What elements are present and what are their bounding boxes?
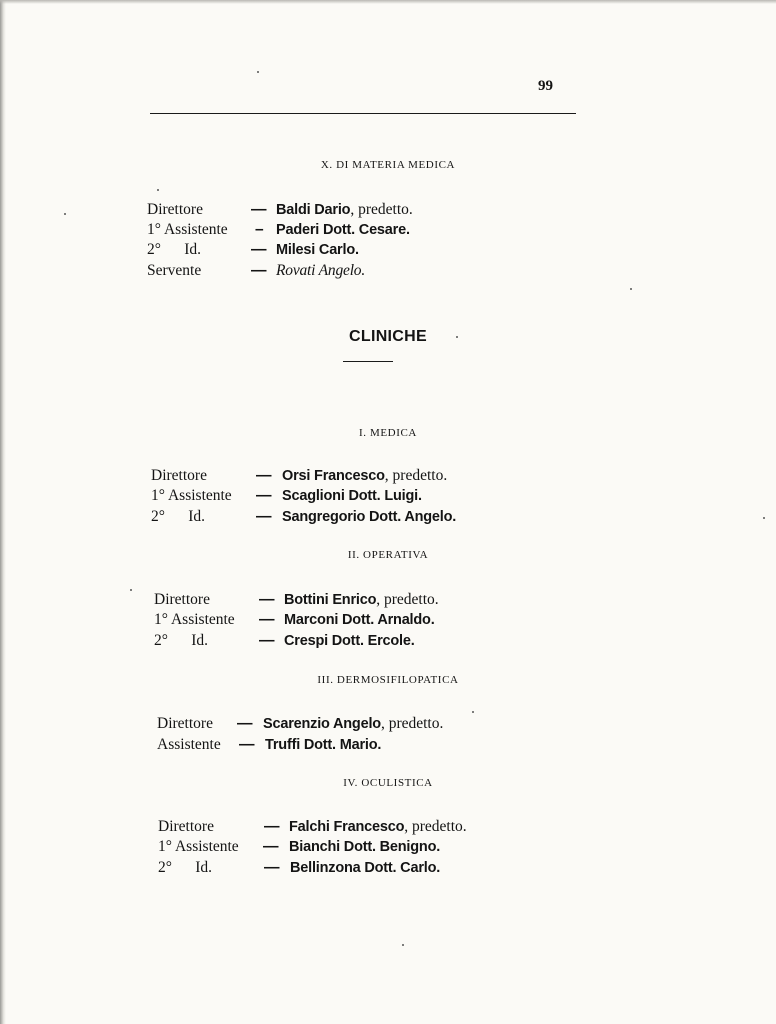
- staff-name: Paderi Dott. Cesare.: [276, 222, 410, 238]
- dash: —: [259, 611, 275, 628]
- dash: —: [239, 736, 255, 753]
- scan-speck: [64, 213, 66, 215]
- staff-name: Scaglioni Dott. Luigi.: [282, 488, 422, 504]
- staff-name: Crespi Dott. Ercole.: [284, 633, 415, 649]
- staff-name-text: Orsi Francesco: [282, 468, 385, 484]
- section-title-oculistica: IV. OCULISTICA: [343, 777, 433, 789]
- scan-speck: [456, 336, 458, 338]
- staff-role: Direttore: [154, 591, 210, 608]
- dash: —: [251, 201, 267, 218]
- staff-role: 2° Id.: [151, 508, 205, 525]
- dash: —: [251, 262, 267, 279]
- scan-speck: [157, 189, 159, 191]
- staff-name: [276, 200, 413, 220]
- staff-note: , predetto.: [376, 591, 439, 608]
- dash: —: [264, 859, 280, 876]
- section-title-dermosifilopatica: III. DERMOSIFILOPATICA: [317, 674, 459, 686]
- scan-speck: [763, 517, 765, 519]
- staff-name: Milesi Carlo.: [276, 242, 359, 258]
- staff-role: Assistente: [157, 736, 221, 753]
- staff-role: 1° Assistente: [154, 611, 235, 628]
- staff-name: Marconi Dott. Arnaldo.: [284, 612, 435, 628]
- page-edge-shadow: [0, 0, 6, 1024]
- cliniche-rule: [343, 361, 393, 362]
- staff-name: Sangregorio Dott. Angelo.: [282, 509, 457, 525]
- staff-note: , predetto.: [404, 818, 467, 835]
- staff-name: Bianchi Dott. Benigno.: [289, 839, 441, 855]
- staff-role: Direttore: [151, 467, 207, 484]
- staff-name: Truffi Dott. Mario.: [265, 737, 382, 753]
- page-number: 99: [538, 78, 553, 94]
- staff-name: Rovati Angelo.: [276, 262, 366, 279]
- header-rule: [150, 113, 576, 114]
- dash: —: [256, 467, 272, 484]
- dash: –: [255, 221, 264, 238]
- dash: —: [256, 487, 272, 504]
- staff-role: 1° Assistente: [158, 838, 239, 855]
- staff-note: , predetto.: [384, 467, 448, 484]
- staff-name: [282, 466, 447, 486]
- dash: —: [251, 241, 267, 258]
- staff-role: Servente: [147, 262, 202, 279]
- section-title-materia-medica: X. DI MATERIA MEDICA: [320, 159, 456, 171]
- dash: —: [263, 838, 279, 855]
- section-title-medica: I. MEDICA: [359, 427, 417, 439]
- staff-role: Direttore: [157, 715, 213, 732]
- staff-name: [263, 714, 443, 734]
- scan-speck: [257, 71, 259, 73]
- staff-role: 2° Id.: [158, 859, 212, 876]
- page-top-edge: [0, 0, 776, 4]
- staff-role: 2° Id.: [154, 632, 208, 649]
- dash: —: [237, 715, 253, 732]
- scan-speck: [130, 589, 132, 591]
- staff-role: Direttore: [158, 818, 214, 835]
- staff-name: [284, 590, 439, 610]
- dash: —: [264, 818, 280, 835]
- staff-name-text: Baldi Dario: [276, 202, 351, 218]
- staff-name-text: Bottini Enrico: [284, 592, 377, 608]
- staff-role: 1° Assistente: [147, 221, 228, 238]
- staff-role: 2° Id.: [147, 241, 201, 258]
- section-title-operativa: II. OPERATIVA: [347, 549, 429, 561]
- staff-name: Bellinzona Dott. Carlo.: [290, 860, 441, 876]
- dash: —: [259, 632, 275, 649]
- staff-name: [289, 817, 467, 837]
- scan-speck: [472, 711, 474, 713]
- scan-speck: [630, 288, 632, 290]
- staff-note: , predetto.: [380, 715, 444, 732]
- dash: —: [256, 508, 272, 525]
- cliniche-heading: CLINICHE: [349, 328, 427, 345]
- staff-name-text: Falchi Francesco: [289, 819, 405, 835]
- staff-role: Direttore: [147, 201, 203, 218]
- staff-role: 1° Assistente: [151, 487, 232, 504]
- staff-name-text: Scarenzio Angelo: [263, 716, 381, 732]
- scan-speck: [402, 944, 404, 946]
- dash: —: [259, 591, 275, 608]
- staff-note: , predetto.: [350, 201, 413, 218]
